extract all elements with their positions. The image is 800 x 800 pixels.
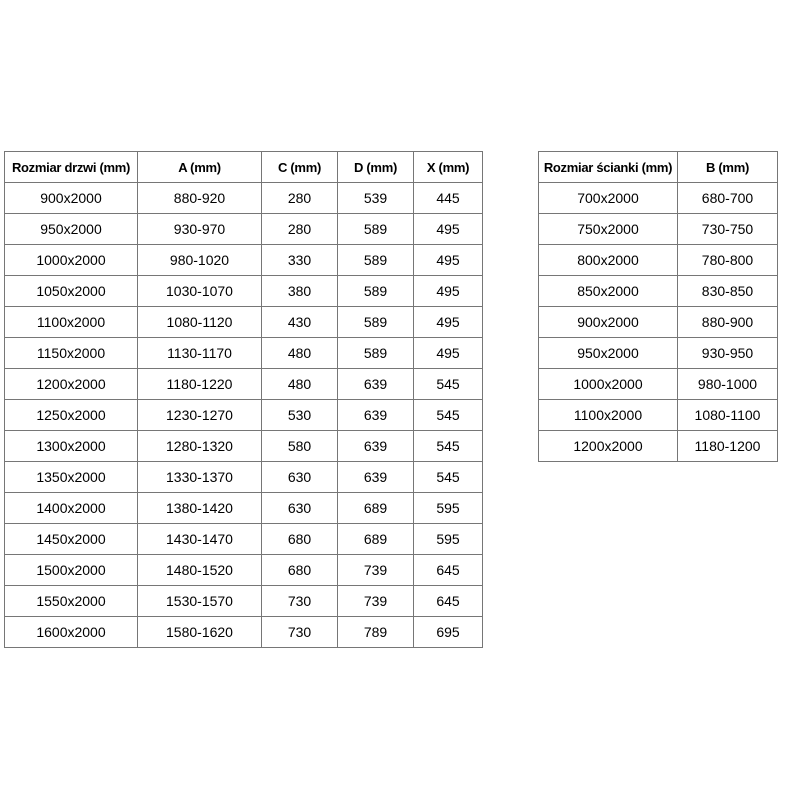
table-cell: 739 xyxy=(338,586,414,617)
table-cell: 545 xyxy=(414,400,483,431)
table-cell: 1400x2000 xyxy=(5,493,138,524)
table-cell: 1200x2000 xyxy=(5,369,138,400)
table-cell: 930-970 xyxy=(138,214,262,245)
table-cell: 589 xyxy=(338,307,414,338)
table-row xyxy=(539,307,778,338)
table-cell: 789 xyxy=(338,617,414,648)
header-cell: B (mm) xyxy=(678,152,778,183)
table-cell: 1250x2000 xyxy=(5,400,138,431)
table-cell: 280 xyxy=(262,183,338,214)
table-cell: 1230-1270 xyxy=(138,400,262,431)
table-row xyxy=(5,524,483,555)
header-cell: Rozmiar drzwi (mm) xyxy=(5,152,138,183)
table-cell: 1200x2000 xyxy=(539,431,678,462)
table-cell: 495 xyxy=(414,338,483,369)
table-cell: 580 xyxy=(262,431,338,462)
header-row xyxy=(5,152,483,183)
table-cell: 880-900 xyxy=(678,307,778,338)
table-row xyxy=(539,276,778,307)
table-row xyxy=(5,617,483,648)
table-cell: 480 xyxy=(262,369,338,400)
table-cell: 495 xyxy=(414,276,483,307)
table-cell: 1130-1170 xyxy=(138,338,262,369)
table-cell: 1550x2000 xyxy=(5,586,138,617)
table-cell: 1480-1520 xyxy=(138,555,262,586)
table-cell: 739 xyxy=(338,555,414,586)
table-cell: 800x2000 xyxy=(539,245,678,276)
table-row xyxy=(539,183,778,214)
table-cell: 480 xyxy=(262,338,338,369)
table-cell: 1580-1620 xyxy=(138,617,262,648)
table-cell: 589 xyxy=(338,338,414,369)
table-cell: 630 xyxy=(262,462,338,493)
table-cell: 495 xyxy=(414,214,483,245)
table-cell: 1350x2000 xyxy=(5,462,138,493)
table-cell: 700x2000 xyxy=(539,183,678,214)
table-row xyxy=(5,493,483,524)
header-cell: X (mm) xyxy=(414,152,483,183)
table-row xyxy=(539,338,778,369)
table-cell: 380 xyxy=(262,276,338,307)
table-cell: 730-750 xyxy=(678,214,778,245)
table-row xyxy=(5,276,483,307)
table-cell: 530 xyxy=(262,400,338,431)
table-cell: 595 xyxy=(414,493,483,524)
table-cell: 1030-1070 xyxy=(138,276,262,307)
header-cell: C (mm) xyxy=(262,152,338,183)
table-row xyxy=(5,586,483,617)
table-cell: 589 xyxy=(338,276,414,307)
table-cell: 639 xyxy=(338,400,414,431)
table-cell: 695 xyxy=(414,617,483,648)
header-cell: D (mm) xyxy=(338,152,414,183)
table-cell: 850x2000 xyxy=(539,276,678,307)
table-row xyxy=(5,183,483,214)
table-cell: 445 xyxy=(414,183,483,214)
table-cell: 689 xyxy=(338,524,414,555)
table-cell: 1150x2000 xyxy=(5,338,138,369)
table-cell: 1100x2000 xyxy=(539,400,678,431)
table-cell: 630 xyxy=(262,493,338,524)
table-cell: 589 xyxy=(338,245,414,276)
table-cell: 980-1000 xyxy=(678,369,778,400)
table-cell: 280 xyxy=(262,214,338,245)
table-row xyxy=(539,431,778,462)
table-row xyxy=(5,307,483,338)
table-cell: 1330-1370 xyxy=(138,462,262,493)
table-cell: 539 xyxy=(338,183,414,214)
table-row xyxy=(5,338,483,369)
table-cell: 639 xyxy=(338,369,414,400)
table-cell: 495 xyxy=(414,307,483,338)
table-row xyxy=(5,431,483,462)
door-dimensions-table xyxy=(4,151,483,648)
table-cell: 680 xyxy=(262,524,338,555)
table-cell: 645 xyxy=(414,555,483,586)
table-cell: 1280-1320 xyxy=(138,431,262,462)
table-row xyxy=(539,400,778,431)
table-cell: 900x2000 xyxy=(539,307,678,338)
table-cell: 1180-1220 xyxy=(138,369,262,400)
table-cell: 730 xyxy=(262,586,338,617)
table-cell: 589 xyxy=(338,214,414,245)
table-cell: 689 xyxy=(338,493,414,524)
header-cell: Rozmiar ścianki (mm) xyxy=(539,152,678,183)
table-cell: 639 xyxy=(338,462,414,493)
table-cell: 1530-1570 xyxy=(138,586,262,617)
table-row xyxy=(539,369,778,400)
table-row xyxy=(5,462,483,493)
table-cell: 1100x2000 xyxy=(5,307,138,338)
table-cell: 830-850 xyxy=(678,276,778,307)
table-cell: 900x2000 xyxy=(5,183,138,214)
table-cell: 1600x2000 xyxy=(5,617,138,648)
table-cell: 1080-1100 xyxy=(678,400,778,431)
table-cell: 1080-1120 xyxy=(138,307,262,338)
table-cell: 950x2000 xyxy=(539,338,678,369)
table-cell: 1050x2000 xyxy=(5,276,138,307)
table-cell: 1430-1470 xyxy=(138,524,262,555)
table-cell: 950x2000 xyxy=(5,214,138,245)
table-cell: 980-1020 xyxy=(138,245,262,276)
table-cell: 545 xyxy=(414,462,483,493)
table-row xyxy=(5,214,483,245)
table-cell: 1300x2000 xyxy=(5,431,138,462)
wall-dimensions-table xyxy=(538,151,778,462)
table-row xyxy=(5,369,483,400)
table-cell: 639 xyxy=(338,431,414,462)
table-cell: 750x2000 xyxy=(539,214,678,245)
table-cell: 595 xyxy=(414,524,483,555)
table-cell: 545 xyxy=(414,431,483,462)
table-cell: 930-950 xyxy=(678,338,778,369)
table-cell: 430 xyxy=(262,307,338,338)
table-row xyxy=(539,214,778,245)
table-cell: 780-800 xyxy=(678,245,778,276)
table-row xyxy=(539,245,778,276)
table-cell: 645 xyxy=(414,586,483,617)
header-cell: A (mm) xyxy=(138,152,262,183)
table-cell: 680-700 xyxy=(678,183,778,214)
table-cell: 1000x2000 xyxy=(5,245,138,276)
table-row xyxy=(5,555,483,586)
table-cell: 1380-1420 xyxy=(138,493,262,524)
table-row xyxy=(5,245,483,276)
table-cell: 1450x2000 xyxy=(5,524,138,555)
table-cell: 1500x2000 xyxy=(5,555,138,586)
table-row xyxy=(5,400,483,431)
table-cell: 730 xyxy=(262,617,338,648)
header-row xyxy=(539,152,778,183)
table-cell: 330 xyxy=(262,245,338,276)
table-cell: 1180-1200 xyxy=(678,431,778,462)
table-cell: 495 xyxy=(414,245,483,276)
table-cell: 880-920 xyxy=(138,183,262,214)
table-cell: 1000x2000 xyxy=(539,369,678,400)
table-cell: 680 xyxy=(262,555,338,586)
table-cell: 545 xyxy=(414,369,483,400)
